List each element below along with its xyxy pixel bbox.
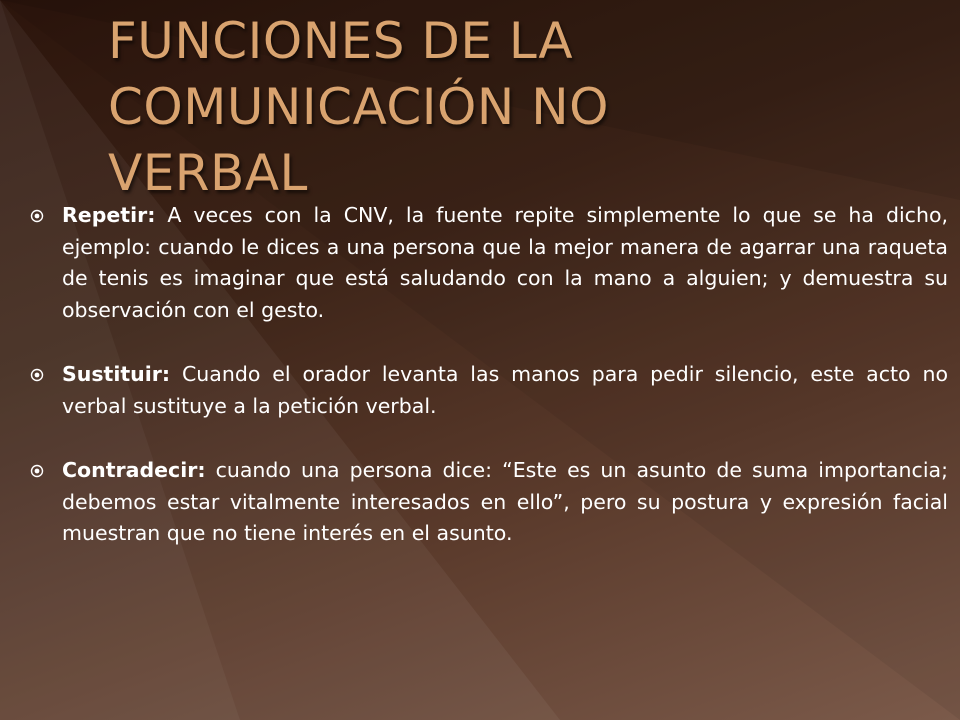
bullet-term: Contradecir: — [62, 458, 206, 482]
bullet-text — [62, 359, 948, 422]
bullet-item-sustituir — [30, 359, 948, 422]
bullet-list — [30, 200, 948, 583]
bullet-text — [62, 200, 948, 326]
title-line: VERBAL — [108, 144, 308, 202]
slide-title — [108, 8, 948, 206]
title-line: FUNCIONES DE LA — [108, 12, 574, 70]
title-line: COMUNICACIÓN NO — [108, 78, 609, 136]
bullet-text — [62, 455, 948, 550]
bullet-item-contradecir — [30, 455, 948, 550]
bullet-item-repetir — [30, 200, 948, 326]
bullet-description: Cuando el orador levanta las manos para pedir silencio, este acto no verbal sustituye a la petición verbal. — [62, 362, 948, 418]
bullet-term: Repetir: — [62, 203, 156, 227]
circle-dot-icon — [30, 359, 62, 391]
bullet-description: cuando una persona dice: “Este es un asunto de suma importancia; debemos estar vitalmente interesados en ello”, pero su postura y expresión facial muestran que no tiene interés en el asunto. — [62, 458, 948, 545]
bullet-term: Sustituir: — [62, 362, 171, 386]
bullet-description: A veces con la CNV, la fuente repite simplemente lo que se ha dicho, ejemplo: cuando le dices a una persona que la mejor manera de agarrar una raqueta de tenis es imaginar que está saludando con la mano a alguien; y demuestra su observación con el gesto. — [62, 203, 948, 322]
circle-dot-icon — [30, 455, 62, 487]
circle-dot-icon — [30, 200, 62, 232]
